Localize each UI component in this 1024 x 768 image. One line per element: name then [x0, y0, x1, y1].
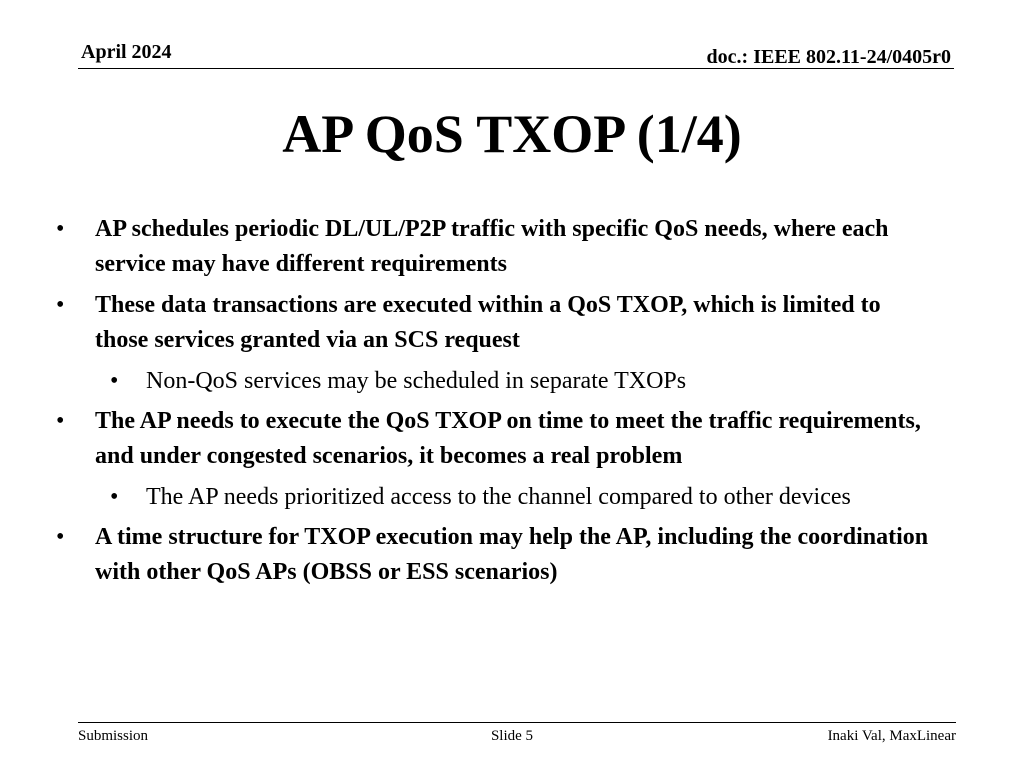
bullet-item	[56, 288, 936, 358]
bullet-item	[56, 404, 936, 474]
footer-submission: Submission	[78, 728, 149, 744]
header-date: April 2024	[81, 41, 172, 63]
bullet-marker: •	[56, 408, 65, 434]
bullet-item	[56, 212, 936, 282]
bullet-marker: •	[56, 292, 65, 318]
bullet-text: AP schedules periodic DL/UL/P2P traffic with specific QoS needs, where each service may have different requirements	[95, 216, 889, 277]
slide-title: AP QoS TXOP (1/4)	[282, 104, 742, 164]
footer-author: Inaki Val, MaxLinear	[827, 728, 956, 744]
bullet-list	[56, 212, 936, 596]
sub-bullet-text: The AP needs prioritized access to the channel compared to other devices	[146, 484, 851, 510]
bullet-item	[56, 520, 936, 590]
bullet-text: The AP needs to execute the QoS TXOP on time to meet the traffic requirements, and under congested scenarios, it becomes a real problem	[95, 408, 921, 469]
bullet-text: A time structure for TXOP execution may help the AP, including the coordination with other QoS APs (OBSS or ESS scenarios)	[95, 524, 929, 585]
bullet-marker: •	[56, 524, 65, 550]
header-divider	[78, 68, 954, 69]
bullet-text: These data transactions are executed within a QoS TXOP, which is limited to those services granted via an SCS request	[95, 292, 881, 353]
bullet-marker: •	[56, 216, 65, 242]
sub-bullet-item	[56, 480, 936, 514]
bullet-marker: •	[110, 368, 119, 394]
sub-bullet-item	[56, 364, 936, 398]
footer-divider	[78, 722, 956, 723]
bullet-marker: •	[110, 484, 119, 510]
footer-slide-number: Slide 5	[490, 728, 534, 744]
sub-bullet-text: Non-QoS services may be scheduled in separate TXOPs	[146, 368, 687, 394]
header-doc-id: doc.: IEEE 802.11-24/0405r0	[706, 46, 951, 68]
